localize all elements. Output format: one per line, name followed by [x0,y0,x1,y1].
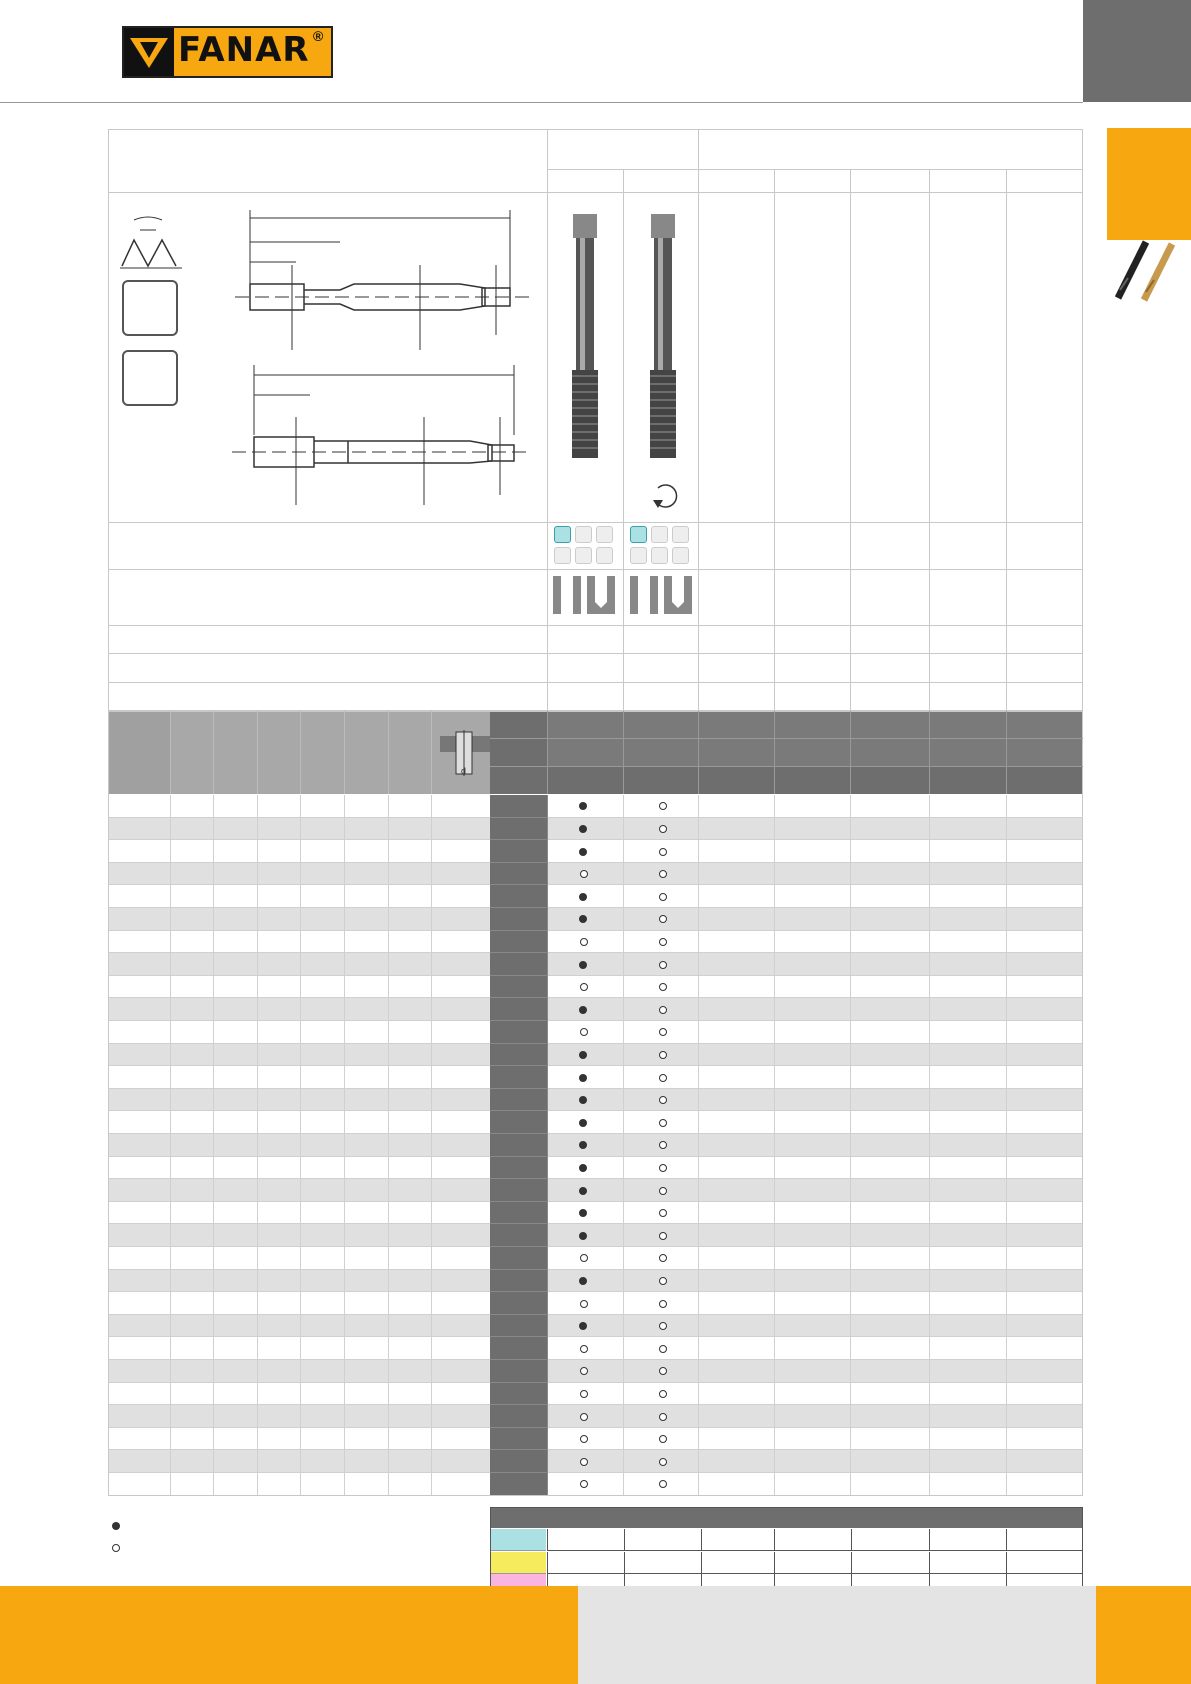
availability-dot-open [659,1277,667,1285]
table-row [108,1360,1083,1383]
availability-dot-full [579,1074,587,1082]
table-row [108,885,1083,908]
availability-dot-full [579,893,587,901]
corner-tab [1083,0,1191,102]
code-cell [490,1089,547,1112]
table-row [108,1428,1083,1451]
code-cell [490,1179,547,1202]
table-row [108,953,1083,976]
availability-dot-full [579,1006,587,1014]
material-row [547,1529,1083,1551]
table-row [108,1270,1083,1293]
code-cell [490,1428,547,1451]
availability-dot-full [579,1187,587,1195]
availability-dot-open [659,1074,667,1082]
tap-drawing-bottom [230,365,540,520]
code-cell [490,998,547,1021]
code-cell [490,931,547,954]
code-cell [490,1111,547,1134]
tap-image-1 [565,210,605,471]
table-row [108,1224,1083,1247]
code-cell [490,908,547,931]
table-row [108,1292,1083,1315]
materials-header [490,1507,1083,1528]
table-row [108,1405,1083,1428]
dim-header-primary [108,711,170,794]
table-row [108,908,1083,931]
availability-dot-open [659,938,667,946]
availability-dot-open [659,1390,667,1398]
legend-filled-dot [112,1522,120,1530]
code-cell [490,818,547,841]
table-row [108,1202,1083,1225]
availability-dot-open [580,1458,588,1466]
availability-dot-full [579,1051,587,1059]
material-grid-2 [630,526,692,566]
availability-dot-open [659,1051,667,1059]
rotation-direction-icon [648,480,682,515]
table-row [108,1111,1083,1134]
hole-type-icons-1 [553,576,617,619]
code-cell [490,885,547,908]
availability-dot-open [580,1300,588,1308]
table-row [108,1337,1083,1360]
availability-dot-open [580,1390,588,1398]
code-cell [490,863,547,886]
tap-drawing-top [230,210,540,365]
code-cell [490,1473,547,1496]
code-cell [490,795,547,818]
table-row [108,840,1083,863]
code-cell [490,976,547,999]
availability-dot-open [659,1345,667,1353]
availability-dot-open [659,961,667,969]
availability-dot-open [659,1458,667,1466]
footer-tab-orange [1096,1586,1191,1684]
availability-dot-full [579,825,587,833]
code-cell [490,1066,547,1089]
availability-dot-full [579,961,587,969]
table-row [108,795,1083,818]
availability-dot-full [579,1119,587,1127]
table-row [108,1383,1083,1406]
availability-dot-open [659,1232,667,1240]
table-row [108,1157,1083,1180]
availability-dot-open [659,1413,667,1421]
availability-dot-full [579,1277,587,1285]
code-cell [490,840,547,863]
section-tab [1107,128,1191,240]
code-cell [490,1337,547,1360]
table-row [108,1089,1083,1112]
availability-dot-open [659,1187,667,1195]
header-divider [0,102,1083,103]
material-color-swatch [490,1529,546,1551]
table-row [108,1247,1083,1270]
table-row [108,976,1083,999]
code-cell [490,1315,547,1338]
availability-dot-full [579,1232,587,1240]
code-cell [490,1450,547,1473]
spec-box-2 [122,350,178,406]
svg-text:d: d [461,766,467,776]
registered-mark: ® [313,28,324,44]
availability-dot-open [659,1164,667,1172]
table-row [108,1473,1083,1496]
code-cell [490,1405,547,1428]
code-header-light [547,711,1083,767]
thread-profile-icon [120,212,182,275]
availability-dot-open [659,1006,667,1014]
legend-open-dot [112,1544,120,1552]
table-row [108,1315,1083,1338]
code-cell [490,1202,547,1225]
code-cell [490,1247,547,1270]
table-row [108,1179,1083,1202]
availability-dot-open [659,1119,667,1127]
table-row [108,1134,1083,1157]
drill-hole-icon [440,730,490,783]
availability-dot-full [579,848,587,856]
brand-logo-mark [124,28,174,76]
tap-image-2 [643,210,683,471]
availability-dot-open [580,1345,588,1353]
code-cell [490,1021,547,1044]
table-row [108,1021,1083,1044]
table-row [108,863,1083,886]
code-cell [490,1360,547,1383]
spec-box-1 [122,280,178,336]
table-row [108,818,1083,841]
availability-dot-open [580,938,588,946]
table-row [108,1066,1083,1089]
availability-dot-open [580,1413,588,1421]
footer-bar-orange [0,1586,578,1684]
code-cell [490,1044,547,1067]
code-cell [490,1157,547,1180]
code-cell [490,1270,547,1293]
table-row [108,931,1083,954]
code-cell [490,1224,547,1247]
code-cell [490,1383,547,1406]
material-row [547,1552,1083,1574]
table-row [108,1044,1083,1067]
brand-name: FANAR [178,30,310,70]
availability-dot-full [579,1164,587,1172]
availability-dot-open [659,848,667,856]
material-grid-1 [554,526,616,566]
availability-dot-open [659,893,667,901]
availability-dot-open [659,1300,667,1308]
table-row [108,998,1083,1021]
material-color-swatch [490,1552,546,1574]
table-row [108,1450,1083,1473]
availability-dot-open [659,825,667,833]
code-cell [490,1134,547,1157]
product-thumbnail [1108,238,1178,309]
footer-bar-gray [578,1586,1096,1684]
code-cell [490,953,547,976]
code-cell [490,1292,547,1315]
hole-type-icons-2 [630,576,694,619]
